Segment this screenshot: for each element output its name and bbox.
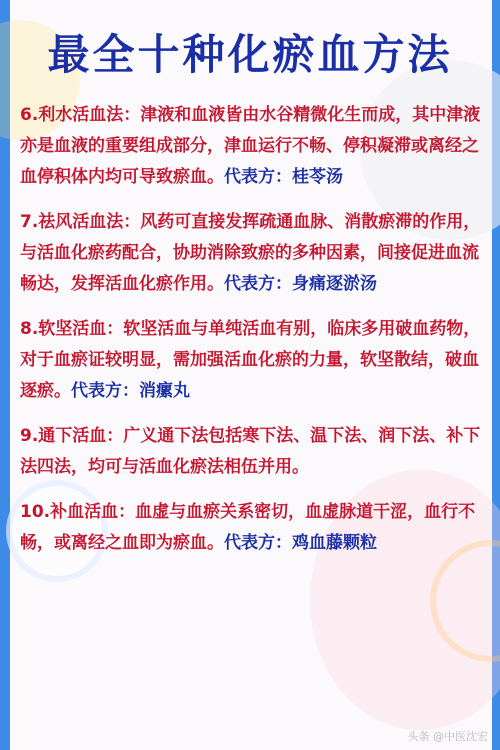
method-item-8 <box>20 314 482 407</box>
method-text: 10.补血活血：血虚与血瘀关系密切，血虚脉道干涩，血行不畅，或离经之血即为瘀血。 <box>20 502 476 553</box>
representative-formula: 代表方：鸡血藤颗粒 <box>224 533 377 553</box>
method-text: 9.通下活血：广义通下法包括寒下法、温下法、润下法、补下法四法，均可与活血化瘀法相伍并用。 <box>20 426 481 477</box>
representative-formula: 代表方：桂苓汤 <box>224 167 343 187</box>
representative-formula: 代表方：身痛逐淤汤 <box>224 274 377 294</box>
article-body <box>20 100 482 573</box>
method-text: 7.祛风活血法：风药可直接发挥疏通血脉、消散瘀滞的作用，与活血化瘀药配合，协助消除致瘀的多种因素，间接促进血流畅达，发挥活血化瘀作用。 <box>20 212 481 294</box>
page-title: 最全十种化瘀血方法 <box>47 30 453 79</box>
method-item-10 <box>20 497 482 559</box>
method-text: 8.软坚活血：软坚活血与单纯活血有别，临床多用破血药物，对于血瘀证较明显，需加强活血化瘀的力量，软坚散结，破血逐瘀。 <box>20 319 481 401</box>
representative-formula: 代表方：消瘰丸 <box>71 381 190 401</box>
watermark: 头条 @中医沈宏 <box>407 730 488 743</box>
method-item-9 <box>20 421 482 483</box>
method-text: 6.利水活血法：津液和血液皆由水谷精微化生而成，其中津液亦是血液的重要组成部分，津血运行不畅、停积凝滞或离经之血停积体内均可导致瘀血。 <box>20 105 481 187</box>
method-item-6 <box>20 100 482 193</box>
method-item-7 <box>20 207 482 300</box>
